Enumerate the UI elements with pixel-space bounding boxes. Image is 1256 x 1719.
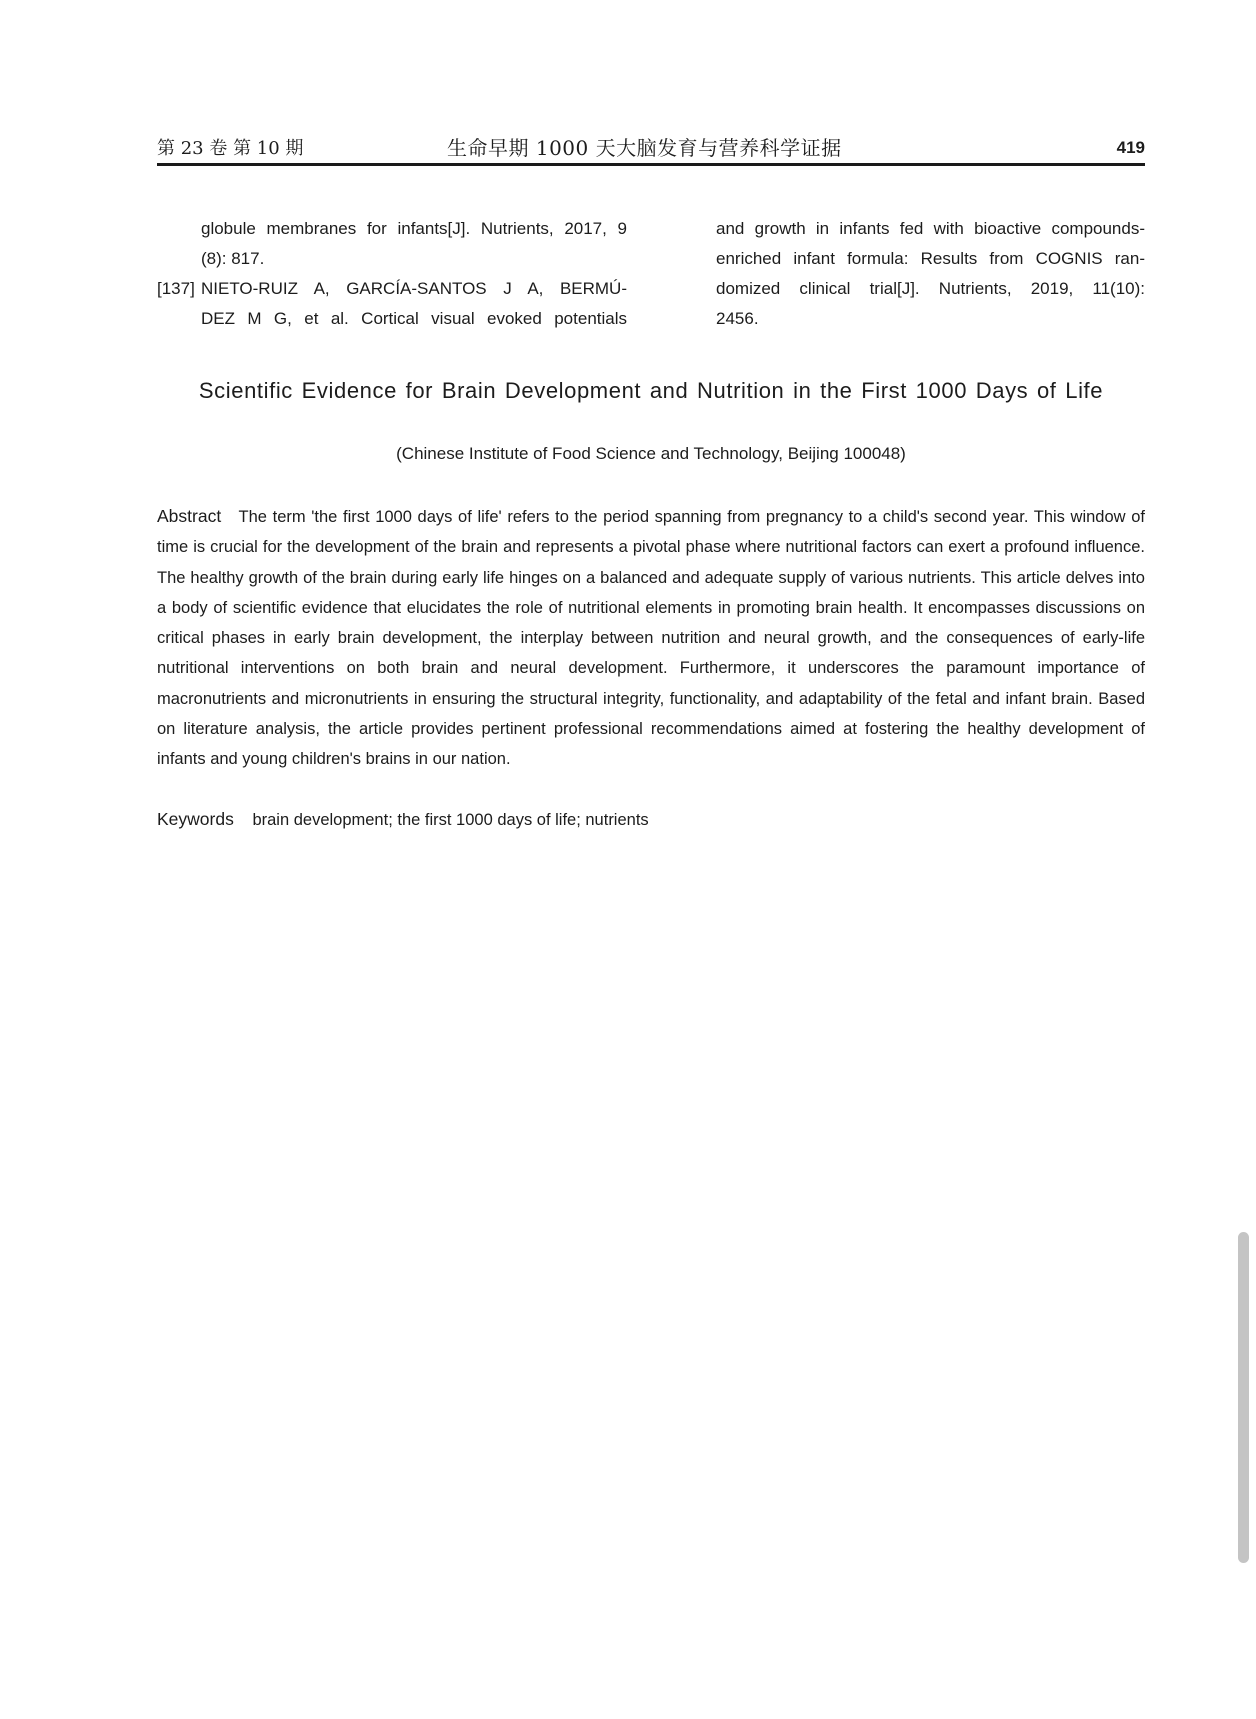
keywords (157, 804, 1145, 835)
reference-line: and growth in infants fed with bioactive compounds- (716, 219, 1145, 238)
volume-issue: 第 23 卷 第 10 期 (157, 138, 304, 159)
abstract-label: Abstract (157, 506, 222, 526)
reference-line: domized clinical trial[J]. Nutrients, 2019, 11(10): (716, 279, 1145, 298)
abstract-text: The term 'the first 1000 days of life' refers to the period spanning from pregnancy to a child's second year. This window of time is crucial for the development of the brain and represents a pivotal phase where nutritional factors can exert a profound influence. The healthy growth of the brain during early life hinges on a balanced and adequate supply of various nutrients. This article delves into a body of scientific evidence that elucidates the role of nutritional elements in promoting brain health. It encompasses discussions on critical phases in early brain development, the interplay between nutrition and neural growth, and the consequences of early-life nutritional interventions on both brain and neural development. Furthermore, it underscores the paramount importance of macronutrients and micronutrients in ensuring the structural integrity, functionality, and adaptability of the fetal and infant brain. Based on literature analysis, the article provides pertinent professional recommendations aimed at fostering the healthy development of infants and young children's brains in our nation. (157, 508, 1145, 769)
references-right-column (716, 214, 1145, 334)
reference-line: enriched infant formula: Results from COGNIS ran- (716, 249, 1145, 268)
header-rule (157, 163, 1145, 166)
scrollbar-thumb[interactable] (1238, 1232, 1249, 1563)
abstract (157, 501, 1145, 775)
reference-line: 2456. (716, 309, 759, 328)
reference-number: [137] (157, 279, 195, 298)
page-number: 419 (1116, 138, 1145, 157)
keywords-text: brain development; the first 1000 days of life; nutrients (252, 811, 649, 829)
reference-entry-137 (157, 274, 627, 334)
running-header (157, 130, 1145, 164)
article-affiliation: (Chinese Institute of Food Science and Technology, Beijing 100048) (396, 444, 906, 463)
references-left-column (157, 214, 627, 334)
article-title: Scientific Evidence for Brain Development and Nutrition in the First 1000 Days of Life (198, 378, 1104, 403)
reference-line: NIETO-RUIZ A, GARCÍA-SANTOS J A, BERMÚ- (201, 279, 627, 298)
reference-line: (8): 817. (201, 249, 265, 268)
keywords-label: Keywords (157, 809, 234, 829)
reference-first-line (157, 274, 627, 304)
journal-title: 生命早期 1000 天大脑发育与营养科学证据 (447, 136, 842, 160)
reference-line: DEZ M G, et al. Cortical visual evoked potentials (201, 309, 627, 328)
reference-entry (157, 214, 627, 274)
reference-line: globule membranes for infants[J]. Nutrients, 2017, 9 (201, 219, 627, 238)
